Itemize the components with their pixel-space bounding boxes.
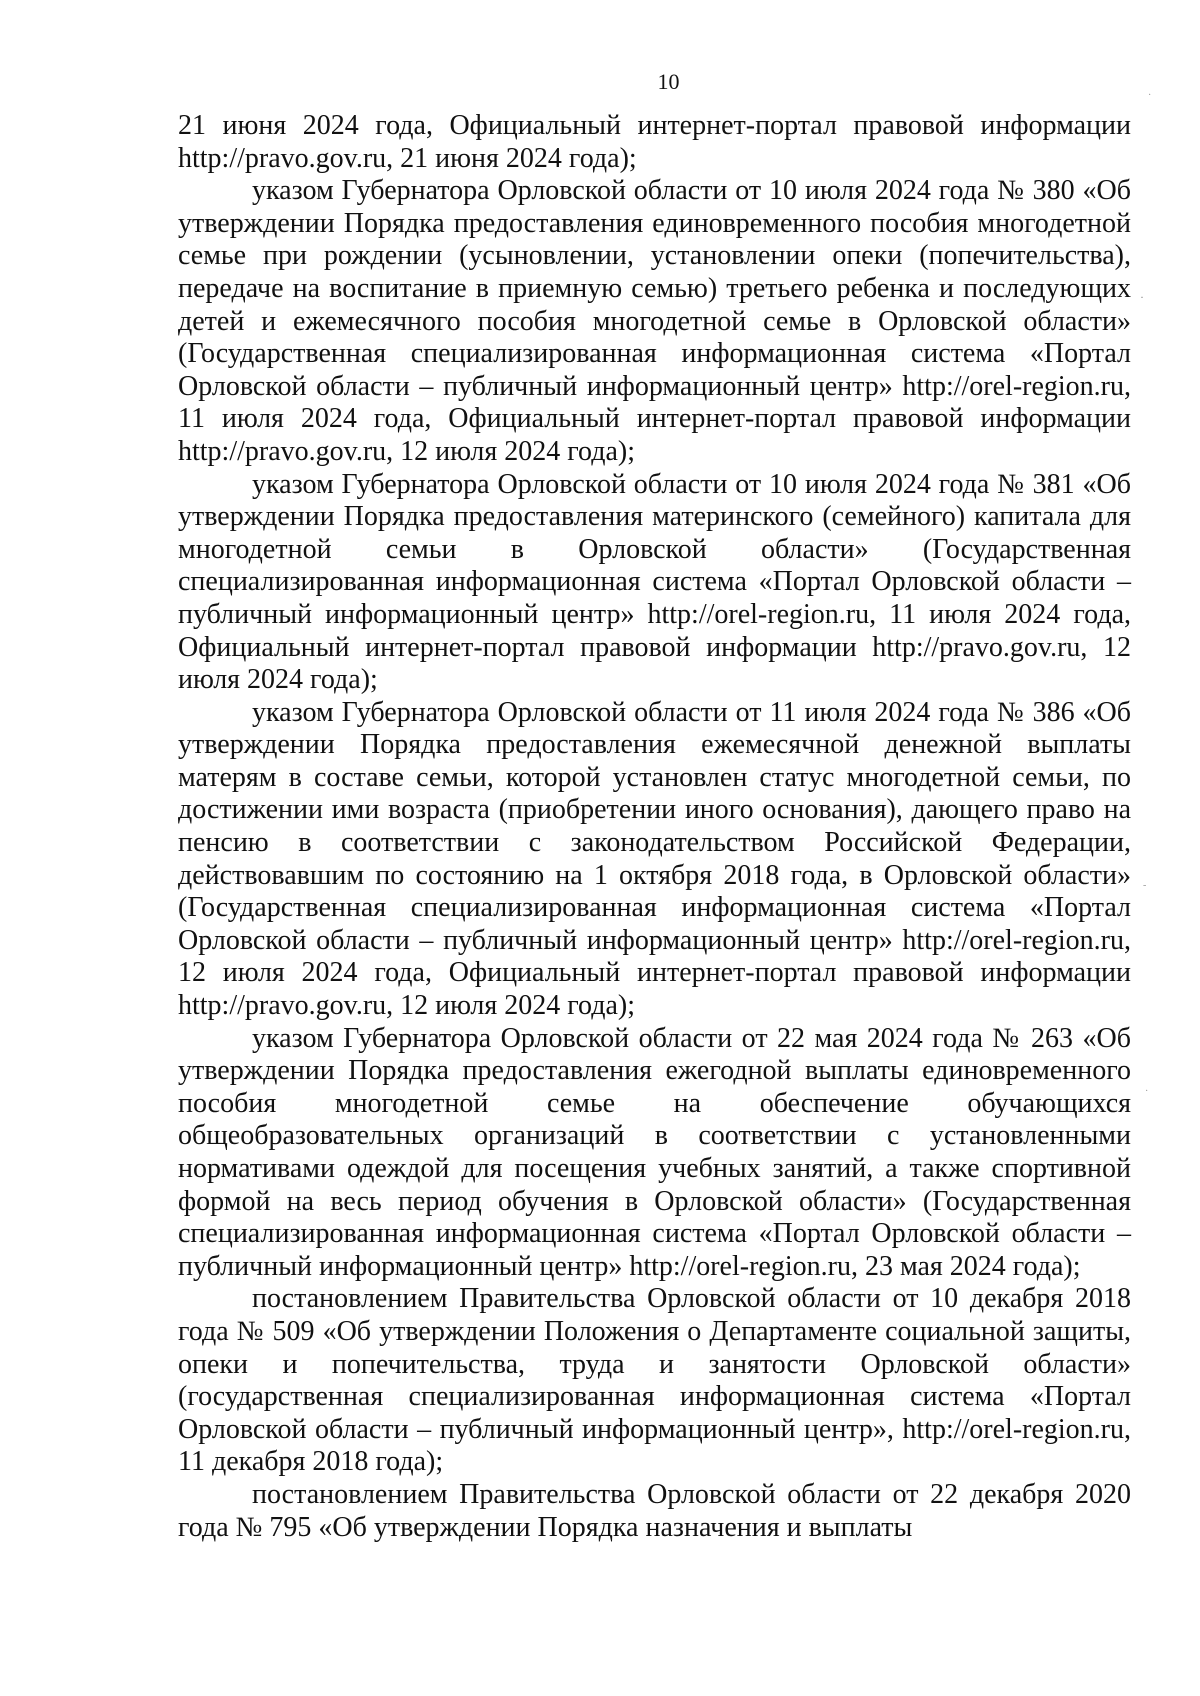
scan-artifact: · (1148, 90, 1152, 101)
paragraph-resolution-509: постановлением Правительства Орловской области от 10 декабря 2018 года № 509 «Об утверждении Положения о Департаменте социальной защиты, опеки и попечительства, труда и занятости Орловской области» (государственная специализированная информационная система «Портал Орловской области – публичный информационный центр», http://orel-region.ru, 11 декабря 2018 года); (178, 1283, 1131, 1478)
scan-artifact: - (1143, 880, 1147, 891)
scan-artifact: · (1145, 1086, 1149, 1097)
paragraph-decree-380: указом Губернатора Орловской области от 10 июля 2024 года № 380 «Об утверждении Порядка предоставления единовременного пособия многодетной семье при рождении (усыновлении, установлении опеки (попечительства), передаче на воспитание в приемную семью) третьего ребенка и последующих детей и ежемесячного пособия многодетной семье в Орловской области» (Государственная специализированная информационная система «Портал Орловской области – публичный информационный центр» http://orel-region.ru, 11 июля 2024 года, Официальный интернет-портал правовой информации http://pravo.gov.ru, 12 июля 2024 года); (178, 175, 1131, 467)
paragraph-decree-381: указом Губернатора Орловской области от 10 июля 2024 года № 381 «Об утверждении Порядка предоставления материнского (семейного) капитала для многодетной семьи в Орловской области» (Государственная специализированная информационная система «Портал Орловской области – публичный информационный центр» http://orel-region.ru, 11 июля 2024 года, Официальный интернет-портал правовой информации http://pravo.gov.ru, 12 июля 2024 года); (178, 468, 1131, 696)
page-number: 10 (657, 69, 680, 94)
scan-artifact: · (1140, 290, 1144, 304)
paragraph-decree-386: указом Губернатора Орловской области от 11 июля 2024 года № 386 «Об утверждении Порядка предоставления ежемесячной денежной выплаты матерям в составе семьи, которой установлен статус многодетной семьи, по достижении ими возраста (приобретении иного основания), дающего право на пенсию в соответствии с законодательством Российской Федерации, действовавшим по состоянию на 1 октября 2018 года, в Орловской области» (Государственная специализированная информационная система «Портал Орловской области – публичный информационный центр» http://orel-region.ru, 12 июля 2024 года, Официальный интернет-портал правовой информации http://pravo.gov.ru, 12 июля 2024 года); (178, 696, 1131, 1022)
paragraph-continuation: 21 июня 2024 года, Официальный интернет-портал правовой информации http://pravo.gov.ru, 21 июня 2024 года); (178, 110, 1131, 174)
paragraph-decree-263: указом Губернатора Орловской области от 22 мая 2024 года № 263 «Об утверждении Порядка предоставления ежегодной выплаты единовременного пособия многодетной семье на обеспечение обучающихся общеобразовательных организаций в соответствии с установленными нормативами одеждой для посещения учебных занятий, а также спортивной формой на весь период обучения в Орловской области» (Государственная специализированная информационная система «Портал Орловской области – публичный информационный центр» http://orel-region.ru, 23 мая 2024 года); (178, 1022, 1131, 1282)
paragraph-resolution-795: постановлением Правительства Орловской области от 22 декабря 2020 года № 795 «Об утверждении Порядка назначения и выплаты (178, 1478, 1131, 1543)
document-body (178, 110, 1131, 1544)
